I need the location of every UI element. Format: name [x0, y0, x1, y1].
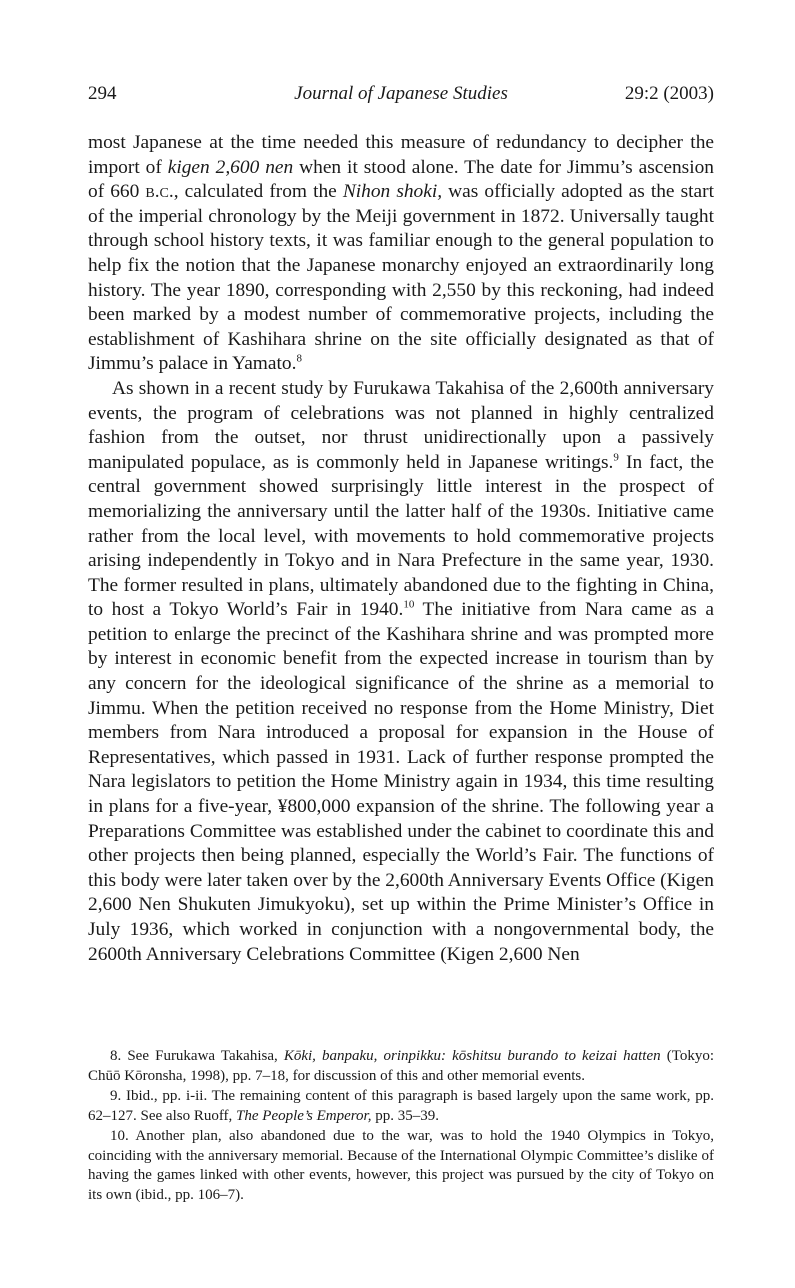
- paragraph-1: [88, 131, 714, 377]
- page-number: 294: [88, 83, 117, 104]
- text-run: (Tokyo: Chūō Kōronsha, 1998), pp. 7–18, for discussion of this and other memorial events.: [88, 1048, 714, 1084]
- footnote-8: [88, 1047, 714, 1087]
- text-run: when it stood alone. The date for Jimmu’s ascension of 660: [88, 156, 715, 203]
- text-run: In fact, the central government showed surprisingly little interest in the prospect of memorializing the anniversary until the latter half of the 1930s. Initiative came rather from the local level, with movements to hold commemorative projects arising independently in Tokyo and in Nara Prefecture in the same year, 1930. The former resulted in plans, ultimately abandoned due to the fighting in China, to host a Tokyo World’s Fair in 1940.: [88, 451, 714, 621]
- running-header: [88, 83, 714, 109]
- footnote-ref-9[interactable]: 9: [613, 451, 619, 464]
- footnotes: [88, 1047, 714, 1206]
- journal-title: Journal of Japanese Studies: [294, 83, 508, 104]
- footnote-9: [88, 1087, 714, 1127]
- footnote-ref-8[interactable]: 8: [296, 352, 302, 365]
- text-run: pp. 35–39.: [371, 1107, 439, 1124]
- small-caps-era: b.c.: [145, 181, 174, 203]
- paragraph-2: [88, 377, 714, 967]
- footnote-ref-10[interactable]: 10: [403, 598, 415, 611]
- italic-title: The People’s Emperor,: [236, 1107, 372, 1124]
- text-run: was officially adopted as the start of the imperial chronology by the Meiji government in 1872. Universally taught through school history texts, it was familiar enough to the general population to help fix the notion that the Japanese monarchy enjoyed an extraordinarily long history. The year 1890, corresponding with 2,550 by this reckoning, had indeed been marked by a modest number of commemorative projects, including the establishment of Kashihara shrine on the site officially designated as that of Jimmu’s palace in Yamato.: [88, 181, 714, 375]
- text-run: The initiative from Nara came as a petition to enlarge the precinct of the Kashihara shrine and was prompted more by interest in economic benefit from the expected increase in tourism than by any concern for the ideological significance of the shrine as a memorial to Jimmu. When the petition received no response from the Home Ministry, Diet members from Nara introduced a proposal for expansion in the House of Representatives, which passed in 1931. Lack of further response prompted the Nara legislators to petition the Home Ministry again in 1934, this time resulting in plans for a five-year, ¥800,000 expansion of the shrine. The following year a Preparations Committee was established under the cabinet to coordinate this and other projects then being planned, especially the World’s Fair. The functions of this body were later taken over by the 2,600th Anniversary Events Office (Kigen 2,600 Nen Shukuten Jimukyoku), set up within the Prime Minister’s Office in July 1936, which worked in conjunction with a nongovernmental body, the 2600th Anniversary Celebrations Committee (Kigen 2,600 Nen: [88, 599, 714, 965]
- issue-number: 29:2 (2003): [624, 83, 714, 104]
- text-run: 8. See Furukawa Takahisa,: [110, 1048, 284, 1064]
- body-text: [88, 131, 714, 967]
- italic-title: Nihon shoki,: [342, 181, 443, 203]
- text-run: , calculated from the: [173, 181, 343, 203]
- text-run: most Japanese at the time needed this measure of redundancy to decipher the import of: [88, 132, 714, 178]
- text-run: 10. Another plan, also abandoned due to the war, was to hold the 1940 Olympics in Tokyo, coinciding with the anniversary memorial. Because of the International Olympic Committee’s dislike of having the games linked with other events, however, this project was pursued by the city of Tokyo on its own (ibid., pp. 106–7).: [88, 1127, 714, 1204]
- italic-term: kigen 2,600 nen: [167, 156, 294, 178]
- text-run: 9. Ibid., pp. i-ii. The remaining content of this paragraph is based largely upon the same work, pp. 62–127. See also Ruoff,: [88, 1087, 714, 1124]
- italic-title: Kōki, banpaku, orinpikku: kōshitsu burando to keizai hatten: [283, 1048, 661, 1064]
- text-run: As shown in a recent study by Furukawa Takahisa of the 2,600th anniversary events, the program of celebrations was not planned in highly centralized fashion from the outset, nor thrust unidirectionally upon a passively manipulated populace, as is commonly held in Japanese writings.: [88, 377, 714, 473]
- footnote-10: [88, 1127, 714, 1207]
